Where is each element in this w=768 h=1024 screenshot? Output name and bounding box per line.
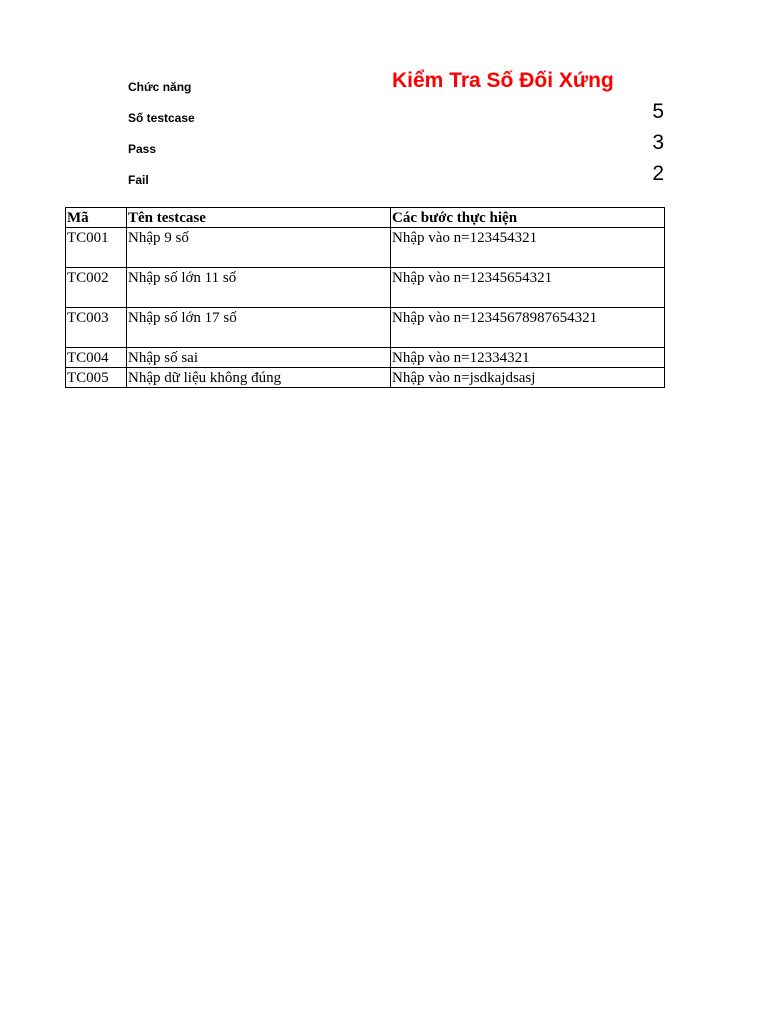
cell-testcase-name: Nhập số lớn 11 số	[127, 268, 391, 308]
fail-count-value: 2	[652, 162, 664, 185]
function-label: Chức năng	[128, 80, 192, 94]
table-row	[66, 348, 665, 368]
fail-label: Fail	[128, 173, 149, 187]
testcase-table	[65, 207, 665, 388]
testcase-count-value: 5	[652, 100, 664, 123]
table-row	[66, 308, 665, 348]
cell-testcase-id: TC004	[66, 348, 127, 368]
column-header-steps: Các bước thực hiện	[391, 208, 665, 228]
cell-testcase-id: TC003	[66, 308, 127, 348]
cell-testcase-name: Nhập 9 số	[127, 228, 391, 268]
cell-testcase-steps: Nhập vào n=123454321	[391, 228, 665, 268]
cell-testcase-steps: Nhập vào n=jsdkajdsasj	[391, 368, 665, 388]
table-row	[66, 368, 665, 388]
page-title: Kiểm Tra Số Đối Xứng	[392, 69, 614, 92]
table-header-row	[66, 208, 665, 228]
cell-testcase-steps: Nhập vào n=12345678987654321	[391, 308, 665, 348]
testcase-count-label: Số testcase	[128, 111, 195, 125]
cell-testcase-name: Nhập số lớn 17 số	[127, 308, 391, 348]
cell-testcase-name: Nhập số sai	[127, 348, 391, 368]
table-row	[66, 268, 665, 308]
cell-testcase-steps: Nhập vào n=12334321	[391, 348, 665, 368]
cell-testcase-name: Nhập dữ liệu không đúng	[127, 368, 391, 388]
cell-testcase-steps: Nhập vào n=12345654321	[391, 268, 665, 308]
cell-testcase-id: TC005	[66, 368, 127, 388]
column-header-name: Tên testcase	[127, 208, 391, 228]
table-row	[66, 228, 665, 268]
pass-label: Pass	[128, 142, 157, 156]
column-header-id: Mã	[66, 208, 127, 228]
cell-testcase-id: TC002	[66, 268, 127, 308]
pass-count-value: 3	[652, 131, 664, 154]
cell-testcase-id: TC001	[66, 228, 127, 268]
